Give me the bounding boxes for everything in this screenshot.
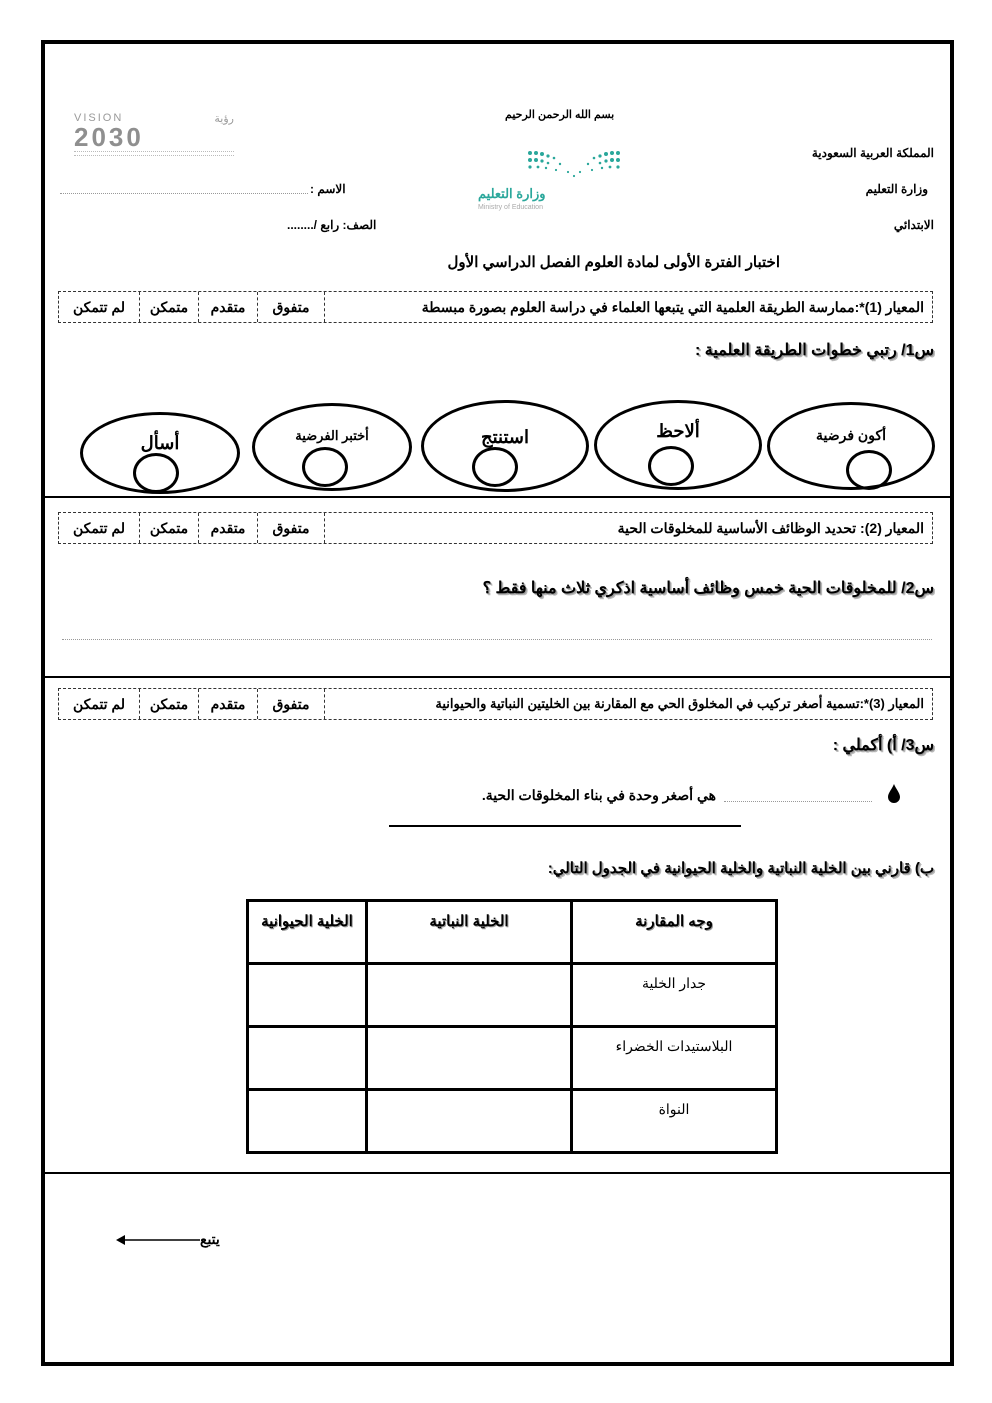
level-advanced[interactable]: متقدم — [198, 689, 257, 719]
name-label: الاسم : — [310, 182, 346, 196]
section-divider — [45, 1172, 950, 1174]
level-proficient[interactable]: متمكن — [139, 689, 198, 719]
row-label: جدار الخلية — [572, 964, 777, 1027]
section-divider — [45, 676, 950, 678]
q3a-answer-line[interactable] — [724, 801, 872, 802]
moe-logo-arabic: وزارة التعليم — [478, 186, 546, 201]
q2-answer-line[interactable] — [62, 639, 932, 640]
table-row — [248, 1090, 777, 1153]
drop-icon — [886, 783, 902, 803]
basmala: بسم الله الرحمن الرحيم — [505, 109, 615, 121]
moe-logo-english: Ministry of Education — [478, 204, 543, 211]
level-advanced[interactable]: متقدم — [198, 292, 257, 322]
answer-cell-plant[interactable] — [367, 964, 572, 1027]
level-excellent[interactable]: متفوق — [257, 689, 324, 719]
moe-logo — [478, 148, 618, 214]
ministry-label: وزارة التعليم — [865, 182, 928, 196]
q3a-title: س3/ أ) أكملي : — [832, 737, 934, 754]
step-answer-circle-5[interactable] — [133, 453, 179, 493]
step-answer-circle-1[interactable] — [846, 450, 892, 490]
criterion-1-text: المعيار (1)*:ممارسة الطريقة العلمية التي يتبعها العلماء في دراسة العلوم بصورة مبسطة — [324, 292, 932, 322]
vision-logo-line1: VISION — [74, 112, 124, 124]
table-header: الخلية الحيوانية — [248, 901, 367, 964]
vision-2030-logo — [74, 112, 234, 158]
table-header-row — [248, 901, 777, 964]
separator-line — [389, 825, 741, 827]
table-header: وجه المقارنة — [572, 901, 777, 964]
q3a-sentence: هي أصغر وحدة في بناء المخلوقات الحية. — [481, 787, 716, 803]
answer-cell-animal[interactable] — [248, 964, 367, 1027]
criterion-2-text: المعيار (2): تحديد الوظائف الأساسية للمخلوقات الحية — [324, 513, 932, 543]
q3b-title: ب) قارني بين الخلية النباتية والخلية الحيوانية في الجدول التالي: — [547, 860, 934, 877]
stage-label: الابتدائي — [893, 218, 934, 232]
exam-title: اختبار الفترة الأولى لمادة العلوم الفصل الدراسي الأول — [447, 254, 780, 271]
table-row — [248, 1027, 777, 1090]
table-header: الخلية النباتية — [367, 901, 572, 964]
step-label: استنتج — [481, 427, 529, 447]
level-not-proficient[interactable]: لم تتمكن — [72, 519, 126, 536]
level-advanced[interactable]: متقدم — [198, 513, 257, 543]
answer-cell-plant[interactable] — [367, 1027, 572, 1090]
vision-logo-year: 2030 — [74, 122, 144, 152]
criterion-3-row — [58, 688, 933, 720]
criterion-2-row — [58, 512, 933, 544]
name-input-line[interactable] — [60, 193, 308, 194]
moe-dots-icon — [526, 148, 626, 180]
kingdom-label: المملكة العربية السعودية — [811, 146, 934, 160]
level-excellent[interactable]: متفوق — [257, 292, 324, 322]
level-not-proficient[interactable]: لم تتمكن — [72, 695, 126, 712]
level-excellent[interactable]: متفوق — [257, 513, 324, 543]
answer-cell-animal[interactable] — [248, 1027, 367, 1090]
step-label: ألاحظ — [656, 421, 700, 441]
step-answer-circle-4[interactable] — [302, 447, 348, 487]
q2-title: س2/ للمخلوقات الحية خمس وظائف أساسية اذكري ثلاث منها فقط ؟ — [482, 580, 934, 597]
q1-title: س1/ رتبي خطوات الطريقة العلمية : — [695, 342, 934, 359]
continue-label: يتبع — [200, 1231, 220, 1247]
answer-cell-plant[interactable] — [367, 1090, 572, 1153]
criterion-3-text: المعيار (3)*:تسمية أصغر تركيب في المخلوق الحي مع المقارنة بين الخليتين النباتية والحيوانية — [324, 689, 932, 719]
criterion-1-row — [58, 291, 933, 323]
grade-label: الصف: رابع /........ — [287, 218, 377, 232]
level-not-proficient[interactable]: لم تتمكن — [72, 298, 126, 315]
step-answer-circle-2[interactable] — [648, 446, 694, 486]
section-divider — [45, 496, 950, 498]
row-label: النواة — [572, 1090, 777, 1153]
answer-cell-animal[interactable] — [248, 1090, 367, 1153]
step-label: أسأل — [140, 433, 180, 453]
level-proficient[interactable]: متمكن — [139, 292, 198, 322]
step-label: أكون فرضية — [816, 427, 886, 443]
level-proficient[interactable]: متمكن — [139, 513, 198, 543]
table-row — [248, 964, 777, 1027]
row-label: البلاستيدات الخضراء — [572, 1027, 777, 1090]
arrow-left-icon — [116, 1234, 202, 1246]
step-answer-circle-3[interactable] — [472, 447, 518, 487]
vision-logo-arabic: رؤية — [214, 113, 234, 125]
comparison-table — [246, 899, 778, 1154]
step-label: أختبر الفرضية — [295, 428, 369, 443]
